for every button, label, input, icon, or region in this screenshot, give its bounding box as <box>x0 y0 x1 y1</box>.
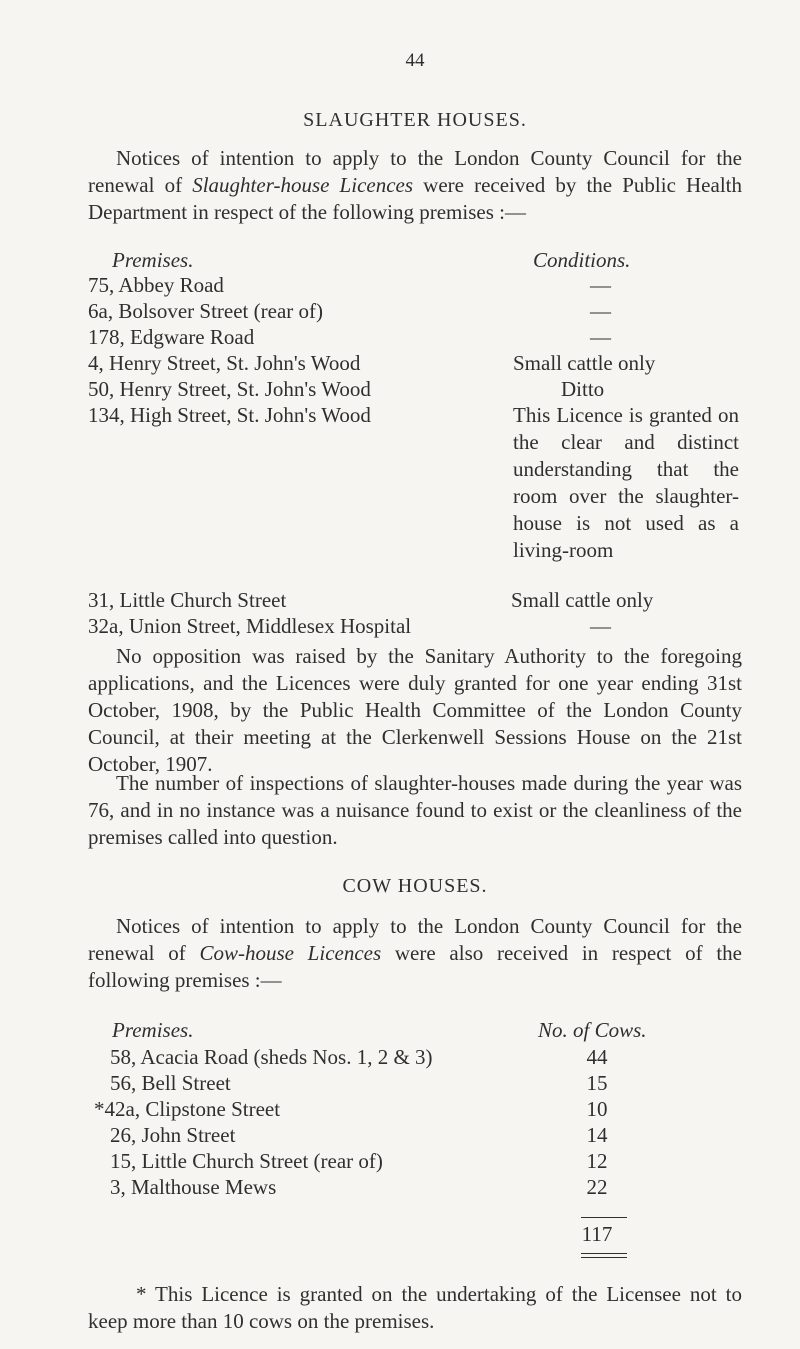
condition-cell: Small cattle only <box>513 351 656 375</box>
condition-cell: — <box>590 273 611 297</box>
premises-cell: 56, Bell Street <box>110 1071 231 1095</box>
table-row <box>88 324 254 351</box>
cows-total: 117 <box>581 1222 613 1246</box>
slaughter-result-text: No opposition was raised by the Sanitary Authority to the foregoing applications, and the Licences were duly granted for one year ending 31st October, 1908, by the Public Health Committee of the London County Council, at their meeting at the Clerkenwell Sessions House on the 21st October, 1907. <box>88 644 742 776</box>
col-header-cows: No. of Cows. <box>538 1018 647 1042</box>
condition-cell: — <box>590 299 611 323</box>
table-row <box>88 376 371 403</box>
premises-cell: 26, John Street <box>110 1123 236 1147</box>
cows-cell: 44 <box>586 1045 608 1069</box>
cow-intro-text-end: were also received in respect of the following premises :— <box>88 941 743 992</box>
slaughter-inspections-paragraph <box>88 770 742 851</box>
premises-cell: 6a, Bolsover Street (rear of) <box>88 299 323 323</box>
cows-cell: 12 <box>586 1149 608 1173</box>
cow-intro-paragraph <box>88 913 742 994</box>
slaughter-result-paragraph <box>88 643 742 778</box>
table-row <box>88 613 411 640</box>
premises-cell: 4, Henry Street, St. John's Wood <box>88 351 361 375</box>
condition-cell: — <box>590 325 611 349</box>
premises-cell: 75, Abbey Road <box>88 273 224 297</box>
slaughter-intro-text: Notices of intention to apply to the London County Council for the renewal of <box>88 146 742 197</box>
cow-intro-text: Notices of intention to apply to the London County Council for the renewal of <box>88 914 742 965</box>
total-double-rule-top <box>581 1253 627 1254</box>
cow-licences-italic: Cow-house Licences <box>199 941 382 965</box>
premises-cell: 134, High Street, St. John's Wood <box>88 403 371 427</box>
table-row <box>88 402 371 429</box>
col-header-premises: Premises. <box>112 1018 194 1042</box>
slaughter-houses-heading: SLAUGHTER HOUSES. <box>303 109 527 131</box>
premises-cell: *42a, Clipstone Street <box>94 1097 281 1121</box>
table-row <box>88 298 323 325</box>
page-number: 44 <box>405 50 425 71</box>
condition-cell: — <box>590 614 611 638</box>
slaughter-intro-text-end: were received by the Public Health Department in respect of the following premises :— <box>88 173 742 224</box>
table-row <box>88 587 286 614</box>
premises-cell: 31, Little Church Street <box>88 588 287 612</box>
cow-houses-heading: COW HOUSES. <box>342 875 488 897</box>
cows-cell: 10 <box>586 1097 608 1121</box>
premises-cell: 15, Little Church Street (rear of) <box>110 1149 383 1173</box>
slaughter-inspections-text: The number of inspections of slaughter-houses made during the year was 76, and in no instance was a nuisance found to exist or the cleanliness of the premises called into question. <box>88 771 742 849</box>
cows-cell: 14 <box>586 1123 608 1147</box>
total-rule <box>581 1217 627 1218</box>
cows-cell: 15 <box>586 1071 608 1095</box>
col-header-conditions: Conditions. <box>533 248 631 272</box>
premises-cell: 3, Malthouse Mews <box>110 1175 277 1199</box>
col-header-premises: Premises. <box>112 248 194 272</box>
table-row <box>88 272 224 299</box>
slaughter-licences-italic: Slaughter-house Licences <box>192 173 414 197</box>
slaughter-intro-paragraph <box>88 145 742 226</box>
condition-cell: Small cattle only <box>511 588 654 612</box>
condition-cell: This Licence is granted on the clear and distinct understanding that the room over the slaughter-house is not used as a living-room <box>513 403 739 562</box>
total-double-rule-bottom <box>581 1257 627 1258</box>
cow-footnote-text: * This Licence is granted on the undertaking of the Licensee not to keep more than 10 cows on the premises. <box>88 1282 742 1333</box>
premises-cell: 32a, Union Street, Middlesex Hospital <box>88 614 412 638</box>
premises-cell: 50, Henry Street, St. John's Wood <box>88 377 371 401</box>
premises-cell: 58, Acacia Road (sheds Nos. 1, 2 & 3) <box>110 1045 433 1069</box>
table-row <box>88 350 360 377</box>
cows-cell: 22 <box>586 1175 608 1199</box>
cow-footnote <box>88 1281 742 1335</box>
premises-cell: 178, Edgware Road <box>88 325 255 349</box>
condition-cell: Ditto <box>561 377 605 401</box>
